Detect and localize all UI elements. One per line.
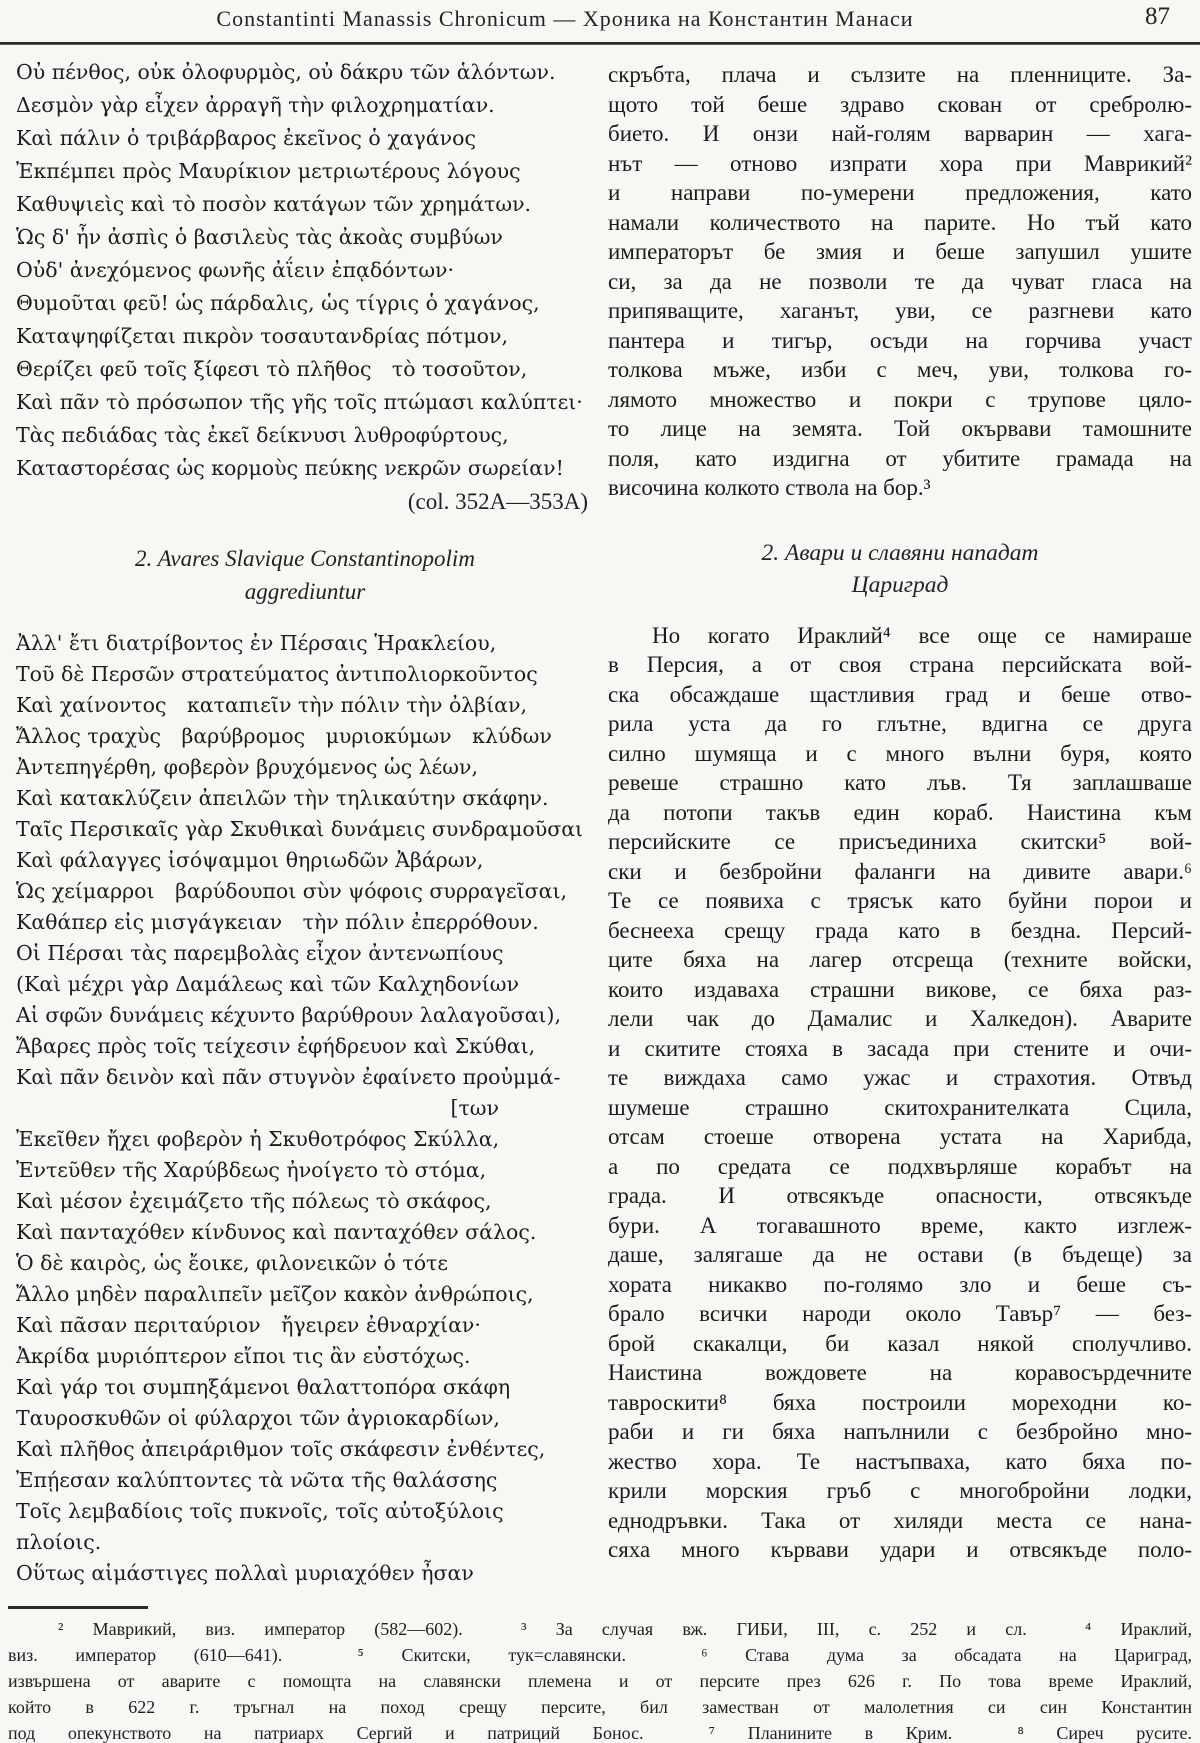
text-line: Τοῖς λεμβαδίοις τοῖς πυκνοῖς, τοῖς αὐτοξύλοις πλοίοις. — [16, 1499, 511, 1554]
text-line: под опекунството на патриарх Сергий и патриций Бонос. ⁷ Планините в Крим. ⁸ Сиреч русите. — [8, 1723, 1192, 1743]
text-line: толкова мъже, изби с меч, уви, толкова го- — [608, 357, 1192, 382]
bulgarian-paragraph-1 — [608, 60, 1192, 503]
text-line: Καὶ φάλαγγες ἰσόψαμμοι θηριωδῶν Ἀβάρων, — [16, 848, 484, 872]
text-line: Θυμοῦται φεῦ! ὡς πάρδαλις, ὡς τίγρις ὁ χαγάνος, — [16, 291, 540, 315]
text-line: виз. император (610—641). ⁵ Скитски, тук=славянски. ⁶ Става дума за обсадата на Цариград, — [8, 1645, 1192, 1665]
footnote-rule — [8, 1606, 148, 1609]
text-line: императорът бе змия и беше запушил ушите — [608, 239, 1192, 264]
text-line: Τοῦ δὲ Περσῶν στρατεύματος ἀντιπολιορκοῦντος — [16, 662, 538, 686]
bulgarian-paragraph-2 — [608, 621, 1192, 1565]
text-line: намали количеството на парите. Но тъй като — [608, 209, 1192, 235]
text-line: Καὶ χαίνοντος καταπιεῖν τὴν πόλιν τὴν ὀλβίαν, — [16, 693, 528, 717]
text-line: крили морския гръб с многобройни лодки, — [608, 1478, 1192, 1503]
text-line: Οἱ Πέρσαι τὰς παρεμβολὰς εἶχον ἀντενωπίους — [16, 941, 504, 965]
latin-heading-line-2: aggrediuntur — [244, 579, 366, 604]
text-line: жество хора. Те настъпваха, като бяха по- — [608, 1448, 1192, 1474]
text-line: Ἐπῄεσαν καλύπτοντες τὰ νῶτα τῆς θαλάσσης — [16, 1468, 498, 1492]
text-line: Θερίζει φεῦ τοῖς ξίφεσι τὸ πλῆθος τὸ τοσοῦτον, — [16, 357, 528, 381]
text-line: Τὰς πεδιάδας τὰς ἐκεῖ δείκνυσι λυθροφύρτους, — [16, 423, 509, 447]
text-line: Οὐ πένθος, οὐκ ὀλοφυρμὸς, οὐ δάκρυ τῶν ἁλόντων. — [16, 60, 556, 84]
text-line: тавроскити⁸ бяха построили мореходни ко- — [608, 1389, 1192, 1415]
latin-heading-line-1: 2. Avares Slavique Constantinopolim — [135, 546, 475, 571]
text-line: пантера и тигър, осъди на горчива участ — [608, 327, 1192, 353]
text-line: Καὶ γάρ τοι συμπηξάμενοι θαλαττοπόρα σκάφη — [16, 1375, 511, 1399]
text-line: беснееха срещу града като в бездна. Персий- — [608, 917, 1192, 943]
text-line: Ἄλλο μηδὲν παραλιπεῖν μεῖζον κακὸν ἀνθρώποις, — [16, 1282, 534, 1306]
latin-section-heading — [16, 542, 594, 608]
page-number: 87 — [1145, 3, 1170, 30]
text-line: Ἄλλος τραχὺς βαρύβρομος μυριοκύμων κλύδων — [16, 724, 552, 748]
bulgarian-column — [608, 60, 1192, 1565]
text-line: те виждаха само ужас и страхотия. Отвъд — [608, 1065, 1192, 1090]
text-line: даше, залягаше да не остави (в бъдеще) за — [608, 1242, 1192, 1267]
text-line: и направи по-умерени предложения, като — [608, 180, 1192, 205]
text-line: брало всички народи около Тавър⁷ — без- — [608, 1301, 1192, 1326]
text-line: Καθυψιεὶς καὶ τὸ ποσὸν κατάγων τῶν χρημάτων. — [16, 192, 532, 216]
bulgarian-section-heading — [608, 537, 1192, 601]
text-line: Ἐκπέμπει πρὸς Μαυρίκιον μετριωτέρους λόγους — [16, 159, 521, 183]
text-line: Ἐντεῦθεν τῆς Χαρύβδεως ἠνοίγετο τὸ στόμα, — [16, 1158, 487, 1182]
text-line: лямото множество и покри с трупове цяло- — [608, 386, 1192, 412]
text-line: Ὡς χείμαρροι βαρύδουποι σὺν ψόφοις συρραγεῖσαι, — [16, 879, 568, 903]
text-line: Те се появиха с трясък като буйни порои и — [608, 888, 1192, 913]
text-line: Καὶ πάλιν ὁ τριβάρβαρος ἐκεῖνος ὁ χαγάνος — [16, 126, 476, 150]
text-line: Καταστορέσας ὡς κορμοὺς πεύκης νεκρῶν σωρείαν! — [16, 456, 564, 480]
text-line: Οὐδ' ἀνεχόμενος φωνῆς ἀΐειν ἐπᾳδόντων· — [16, 258, 455, 282]
text-line: Ἀκρίδα μυριόπτερον εἴποι τις ἂν εὐστόχως. — [16, 1344, 471, 1368]
text-line: раби и ги бяха напълнили с безбройно мно- — [608, 1419, 1192, 1444]
text-line: ревеше страшно като лъв. Тя заплашваше — [608, 770, 1192, 795]
bulgarian-heading-line-2: Цариград — [851, 571, 949, 598]
text-line: шумеше страшно скитохранителката Сцила, — [608, 1094, 1192, 1120]
text-line: извършена от аварите с помощта на славянски племена и от персите през 626 г. По това време Ираклий, — [8, 1671, 1192, 1691]
text-line: Καὶ πλῆθος ἀπειράριθμον τοῖς σκάφεσιν ἐνθέντες, — [16, 1437, 546, 1461]
text-line: силно шумяща и с много вълни буря, която — [608, 740, 1192, 766]
text-line: ците бяха на лагер отсреща (техните войски, — [608, 947, 1192, 972]
text-line: Καὶ πᾶσαν περιταύριον ἤγειρεν ἐθναρχίαν· — [16, 1313, 481, 1337]
text-line: бието. И онзи най-голям варварин — хага- — [608, 121, 1192, 146]
text-line: и скитите стояха в засада при стените и очи- — [608, 1035, 1192, 1061]
text-line: бури. А тогавашното време, както изглеж- — [608, 1212, 1192, 1238]
bulgarian-heading-line-1: 2. Авари и славяни нападат — [761, 539, 1039, 566]
text-line: Καὶ πᾶν δεινὸν καὶ πᾶν στυγνὸν ἐφαίνετο προὐμμά- — [16, 1065, 561, 1089]
text-line: ски и безбройни фаланги на дивите авари.⁶ — [608, 858, 1192, 884]
text-line: ² Маврикий, виз. император (582—602). ³ За случая вж. ГИБИ, III, с. 252 и сл. ⁴ Ираклий, — [58, 1619, 1192, 1639]
text-line: си, за да не позволи те да чуват гласа на — [608, 268, 1192, 294]
text-line: Οὕτως αἱμάστιγες πολλαὶ μυριαχόθεν ἦσαν — [16, 1561, 474, 1585]
greek-column — [16, 56, 594, 1589]
text-line: то лице на земята. Той окървави тамошните — [608, 416, 1192, 441]
text-line: [των — [450, 1096, 499, 1120]
greek-verse-block-2 — [16, 628, 594, 1589]
text-line: да потопи такъв един кораб. Наистина към — [608, 799, 1192, 825]
text-line: Καθάπερ εἰς μισγάγκειαν τὴν πόλιν ἐπερρόθουν. — [16, 910, 539, 934]
text-line: нът — отново изпрати хора при Маврикий² — [608, 150, 1192, 176]
text-line: Αἱ σφῶν δυνάμεις κέχυντο βαρύθρουν λαλαγοῦσαι), — [16, 1003, 561, 1027]
text-line: Καὶ πᾶν τὸ πρόσωπον τῆς γῆς τοῖς πτώμασι καλύπτει· — [16, 390, 583, 414]
text-line: ска обсаждаше щастливия град и беше отво- — [608, 681, 1192, 707]
text-line: Ταῖς Περσικαῖς γὰρ Σκυθικαὶ δυνάμεις συνδραμοῦσαι — [16, 817, 584, 841]
text-line: Наистина вождовете на коравосърдечните — [608, 1360, 1192, 1385]
text-line: рила уста да го глътне, вдигна се друга — [608, 711, 1192, 736]
text-line: Δεσμὸν γὰρ εἶχεν ἀρραγῆ τὴν φιλοχρηματίαν. — [16, 93, 495, 117]
greek-verse-block-1 — [16, 56, 594, 485]
text-line: Ταυροσκυθῶν οἱ φύλαρχοι τῶν ἀγριοκαρδίων, — [16, 1406, 500, 1430]
text-line: който в 622 г. тръгнал на поход срещу персите, бил заместван от малолетния си син Константин — [8, 1697, 1192, 1717]
text-line: хората никакво по-голямо зло и беше съ- — [608, 1271, 1192, 1297]
text-line: персийските се присъединиха скитски⁵ вой- — [608, 829, 1192, 854]
text-line: отсам стоеше отворена устата на Харибда, — [608, 1124, 1192, 1149]
footnote-text — [8, 1616, 1192, 1743]
text-line: скръбта, плача и сълзите на пленниците. За- — [608, 62, 1192, 87]
running-title: Constantinti Manassis Chronicum — Хроника на Константин Манаси — [216, 6, 914, 31]
text-line: Ἀντεπηγέρθη, φοβερὸν βρυχόμενος ὡς λέων, — [16, 755, 479, 779]
text-line: Ὁ δὲ καιρὸς, ὡς ἔοικε, φιλονεικῶν ὁ τότε — [16, 1251, 449, 1275]
text-line: лели чак до Дамалис и Халкедон). Аварите — [608, 1006, 1192, 1031]
text-line: Καὶ μέσον ἐχειμάζετο τῆς πόλεως τὸ σκάφος, — [16, 1189, 492, 1213]
text-line: Ὡς δ' ἦν ἀσπὶς ὁ βασιλεὺς τὰς ἀκοὰς συμβύων — [16, 225, 503, 249]
text-line: Καὶ πανταχόθεν κίνδυνος καὶ πανταχόθεν σάλος. — [16, 1220, 537, 1244]
text-line: (Καὶ μέχρι γὰρ Δαμάλεως καὶ τῶν Καλχηδονίων — [16, 972, 519, 996]
text-line: припяващите, хаганът, уви, се разгневи като — [608, 298, 1192, 323]
text-line: Καὶ κατακλύζειν ἀπειλῶν τὴν τηλικαύτην σκάφην. — [16, 786, 549, 810]
text-line: а по средата се подхвърляше корабът на — [608, 1153, 1192, 1179]
text-line: Ἐκεῖθεν ἤχει φοβερὸν ἡ Σκυθοτρόφος Σκύλλα, — [16, 1127, 500, 1151]
text-line: поля, като издигна от убитите грамада на — [608, 445, 1192, 471]
text-line: сяха много кървави удари и отвсякъде поло- — [608, 1537, 1192, 1562]
text-line: щото той беше здраво скован от сребролю- — [608, 91, 1192, 117]
text-line: които издаваха страшни викове, се бяха раз- — [608, 976, 1192, 1002]
text-line: еднодръвки. Така от хиляди места се нана- — [608, 1507, 1192, 1533]
text-line: брой скакалци, би казал някой сполучливо. — [608, 1330, 1192, 1356]
header-rule — [0, 42, 1200, 45]
text-line: височина колкото ствола на бор.³ — [608, 475, 931, 500]
text-line: Ἄβαρες πρὸς τοῖς τείχεσιν ἐφήδρευον καὶ Σκύθαι, — [16, 1034, 536, 1058]
text-line: в Персия, а от своя страна персийската вой- — [608, 652, 1192, 677]
text-line: Ἀλλ' ἔτι διατρίβοντος ἐν Πέρσαις Ἡρακλείου, — [16, 631, 497, 655]
text-line: Καταψηφίζεται πικρὸν τοσαυτανδρίας πότμον, — [16, 324, 508, 348]
column-reference: (col. 352A—353A) — [407, 489, 588, 514]
footnotes-section — [8, 1606, 1192, 1743]
text-line: града. И отвсякъде опасности, отвсякъде — [608, 1183, 1192, 1208]
text-line: Но когато Ираклий⁴ все още се намираше — [652, 622, 1192, 648]
